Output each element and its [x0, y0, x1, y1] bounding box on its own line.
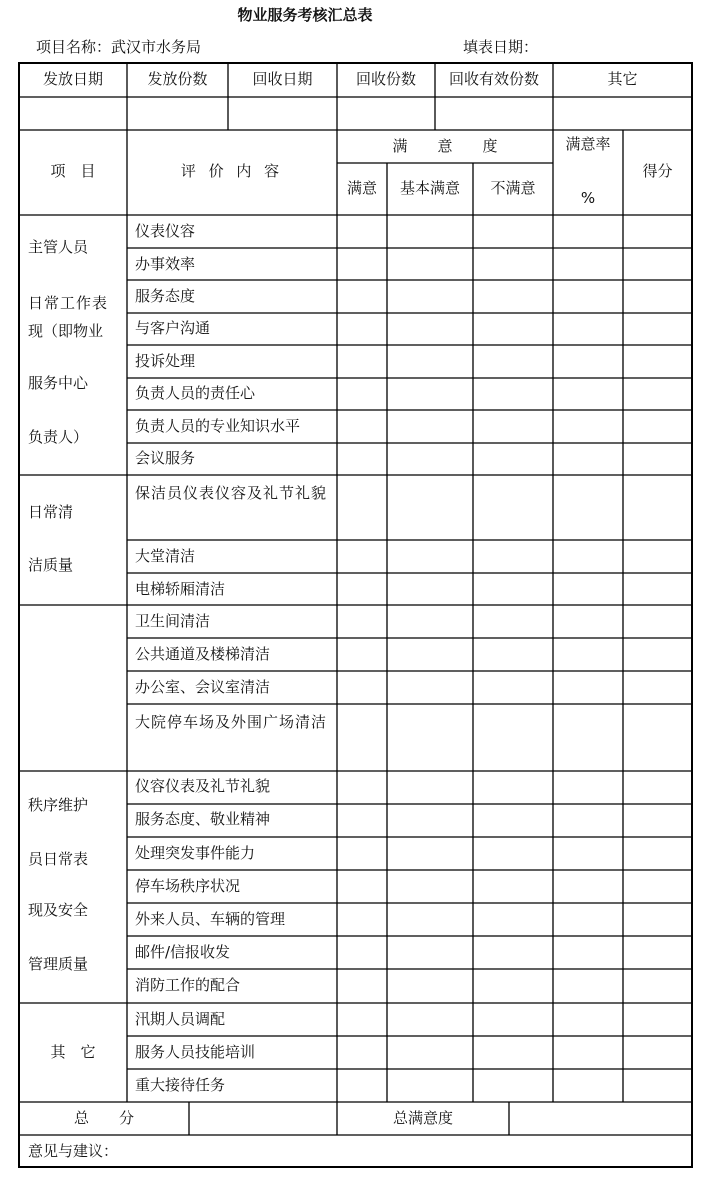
suggestions-label: 意见与建议： — [28, 1142, 119, 1160]
section-cleaning-label-2: 洁质量 — [28, 556, 74, 574]
header-valid-return-count: 回收有效份数 — [448, 70, 539, 88]
section-manager-label-4: 服务中心 — [28, 374, 89, 392]
list-item: 投诉处理 — [135, 352, 196, 370]
list-item: 服务人员技能培训 — [135, 1043, 256, 1061]
list-item: 负责人员的责任心 — [135, 384, 256, 402]
list-item: 服务态度、敬业精神 — [135, 810, 271, 828]
list-item: 停车场秩序状况 — [135, 877, 241, 895]
section-security-label-4: 管理质量 — [28, 955, 89, 973]
head-unsatisfied: 不满意 — [490, 179, 536, 197]
header-other: 其它 — [607, 70, 638, 88]
head-satisfaction: 满 意 度 — [392, 137, 498, 155]
list-item: 汛期人员调配 — [135, 1010, 226, 1028]
total-satisfaction-label: 总满意度 — [392, 1109, 453, 1127]
header-issue-date: 发放日期 — [42, 70, 103, 88]
list-item: 仪表仪容 — [135, 222, 196, 240]
list-item: 电梯轿厢清洁 — [135, 580, 226, 598]
header-issue-count: 发放份数 — [147, 70, 208, 88]
list-item: 大院停车场及外围广场清洁 — [135, 713, 328, 731]
total-score-label: 总 分 — [73, 1109, 134, 1127]
section-manager-label-5: 负责人） — [28, 428, 89, 446]
list-item: 办公室、会议室清洁 — [135, 678, 271, 696]
list-item: 会议服务 — [135, 449, 196, 467]
section-security-label-3: 现及安全 — [28, 901, 89, 919]
header-return-count: 回收份数 — [355, 70, 416, 88]
head-satisfied: 满意 — [346, 179, 377, 197]
section-manager-label-3: 现（即物业 — [28, 322, 104, 340]
list-item: 服务态度 — [135, 287, 196, 305]
head-percent: % — [580, 189, 596, 207]
list-item: 外来人员、车辆的管理 — [135, 910, 286, 928]
list-item: 卫生间清洁 — [135, 612, 211, 630]
fill-date-label: 填表日期： — [463, 38, 539, 56]
head-item: 项 目 — [50, 162, 96, 180]
list-item: 处理突发事件能力 — [135, 844, 256, 862]
section-manager-label-2: 日常工作表 — [28, 294, 109, 312]
list-item: 保洁员仪表仪容及礼节礼貌 — [135, 484, 328, 502]
list-item: 消防工作的配合 — [135, 976, 241, 994]
head-rate: 满意率 — [565, 135, 611, 153]
head-basic-satisfied: 基本满意 — [399, 179, 460, 197]
head-score: 得分 — [642, 162, 673, 180]
section-other-label: 其 它 — [50, 1043, 96, 1061]
head-content: 评 价 内 容 — [180, 162, 284, 180]
list-item: 仪容仪表及礼节礼貌 — [135, 777, 271, 795]
list-item: 大堂清洁 — [135, 547, 196, 565]
page-title: 物业服务考核汇总表 — [237, 6, 373, 24]
project-name-label: 项目名称：武汉市水务局 — [36, 38, 202, 56]
section-security-label-2: 员日常表 — [28, 850, 89, 868]
list-item: 邮件/信报收发 — [135, 943, 231, 961]
list-item: 重大接待任务 — [135, 1076, 226, 1094]
list-item: 公共通道及楼梯清洁 — [135, 645, 271, 663]
section-manager-label-1: 主管人员 — [28, 238, 89, 256]
list-item: 负责人员的专业知识水平 — [135, 417, 301, 435]
section-cleaning-label-1: 日常清 — [28, 503, 74, 521]
list-item: 与客户沟通 — [135, 319, 211, 337]
list-item: 办事效率 — [135, 255, 196, 273]
header-return-date: 回收日期 — [252, 70, 313, 88]
section-security-label-1: 秩序维护 — [28, 796, 89, 814]
